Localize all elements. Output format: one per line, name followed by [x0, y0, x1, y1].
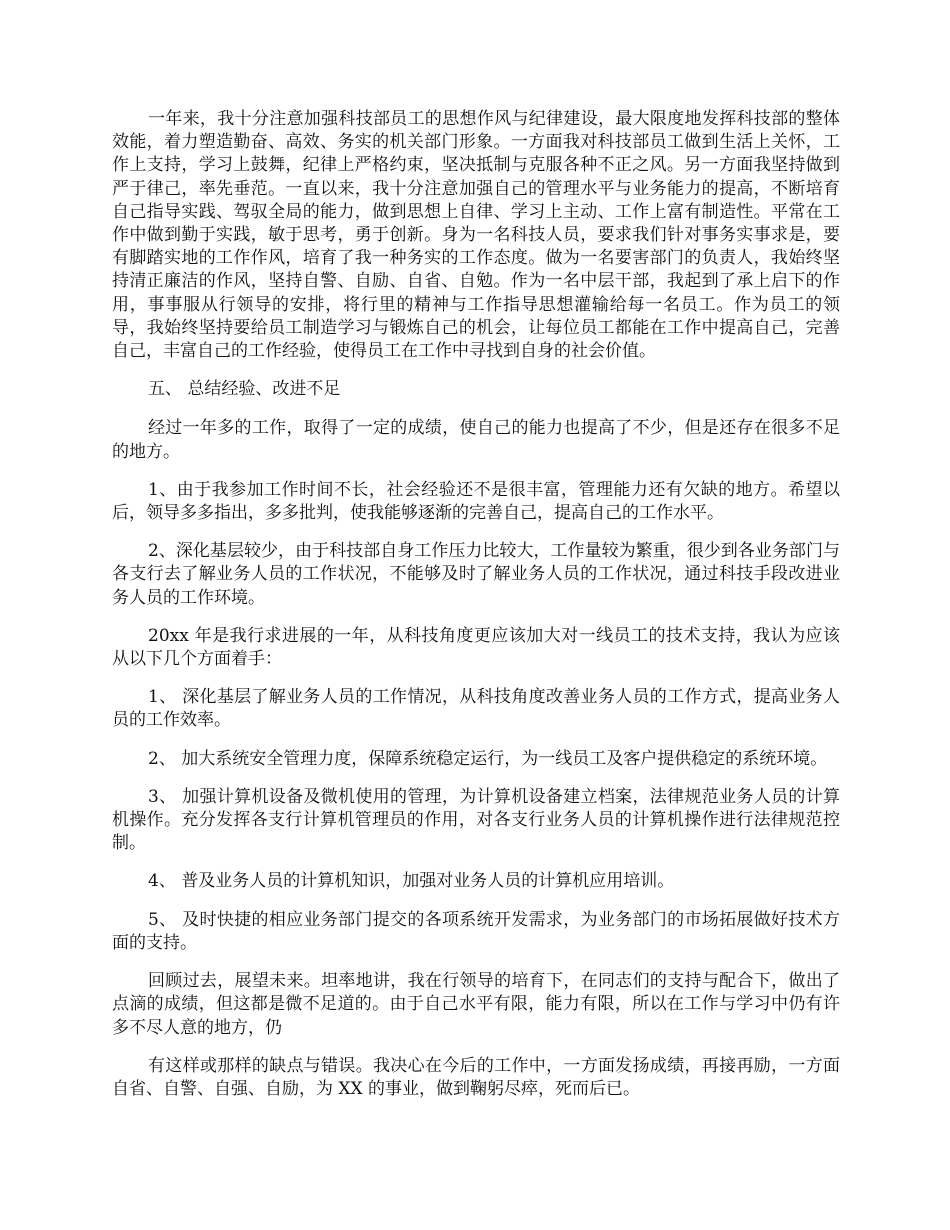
paragraph-shortcoming-1: 1、由于我参加工作时间不长，社会经验还不是很丰富，管理能力还有欠缺的地方。希望以后，领导多多指出，多多批判，使我能够逐渐的完善自己，提高自己的工作水平。 — [112, 479, 840, 524]
paragraph-plan-4: 4、 普及业务人员的计算机知识，加强对业务人员的计算机应用培训。 — [148, 871, 675, 892]
document-page — [112, 108, 840, 1101]
paragraph-plan-2: 2、 加大系统安全管理力度，保障系统稳定运行，为一线员工及客户提供稳定的系统环境。 — [148, 748, 828, 769]
paragraph-conclusion: 有这样或那样的缺点与错误。我决心在今后的工作中，一方面发扬成绩，再接再励，一方面自省、自警、自强、自励，为 XX 的事业，做到鞠躬尽瘁，死而后已。 — [112, 1055, 840, 1099]
paragraph-plan-5: 5、 及时快捷的相应业务部门提交的各项系统开发需求，为业务部门的市场拓展做好技术方面的支持。 — [112, 909, 840, 953]
paragraph-shortcomings-intro: 经过一年多的工作，取得了一定的成绩，使自己的能力也提高了不少，但是还存在很多不足的地方。 — [112, 418, 840, 462]
section-heading-summary: 五、 总结经验、改进不足 — [148, 379, 341, 400]
paragraph-plan-3: 3、 加强计算机设备及微机使用的管理，为计算机设备建立档案，法律规范业务人员的计算机操作。充分发挥各支行计算机管理员的作用，对各支行业务人员的计算机操作进行法律规范控制。 — [112, 786, 840, 854]
paragraph-review: 回顾过去，展望未来。坦率地讲，我在行领导的培育下，在同志们的支持与配合下，做出了点滴的成绩，但这都是微不足道的。由于自己水平有限，能力有限，所以在工作与学习中仍有许多不尽人意的地方，仍 — [112, 971, 840, 1038]
paragraph-plan-1: 1、 深化基层了解业务人员的工作情况，从科技角度改善业务人员的工作方式，提高业务人员的工作效率。 — [112, 687, 840, 731]
paragraph-next-year-intro: 20xx 年是我行求进展的一年，从科技角度更应该加大对一线员工的技术支持，我认为应该从以下几个方面着手： — [112, 625, 840, 670]
paragraph-work-style: 一年来，我十分注意加强科技部员工的思想作风与纪律建设，最大限度地发挥科技部的整体效能，着力塑造勤奋、高效、务实的机关部门形象。一方面我对科技部员工做到生活上关怀，工作上支持，学习上鼓舞，纪律上严格约束，坚决抵制与克服各种不正之风。另一方面我坚持做到严于律己，率先垂范。一直以来，我十分注意加强自己的管理水平与业务能力的提高，不断培育自己指导实践、驾驭全局的能力，做到思想上自律、学习上主动、工作上富有制造性。平常在工作中做到勤于实践，敏于思考，勇于创新。身为一名科技人员，要求我们针对事务实事求是，要有脚踏实地的工作作风，培育了我一种务实的工作态度。做为一名要害部门的负责人，我始终坚持清正廉洁的作风，坚持自警、自励、自省、自勉。作为一名中层干部，我起到了承上启下的作用，事事服从行领导的安排，将行里的精神与工作指导思想灌输给每一名员工。作为员工的领导，我始终坚持要给员工制造学习与锻炼自己的机会，让每位员工都能在工作中提高自己，完善自己，丰富自己的工作经验，使得员工在工作中寻找到自身的社会价值。 — [112, 109, 840, 362]
paragraph-shortcoming-2: 2、深化基层较少，由于科技部自身工作压力比较大，工作量较为繁重，很少到各业务部门与各支行去了解业务人员的工作状况，不能够及时了解业务人员的工作状况，通过科技手段改进业务人员的工作环境。 — [112, 541, 840, 608]
